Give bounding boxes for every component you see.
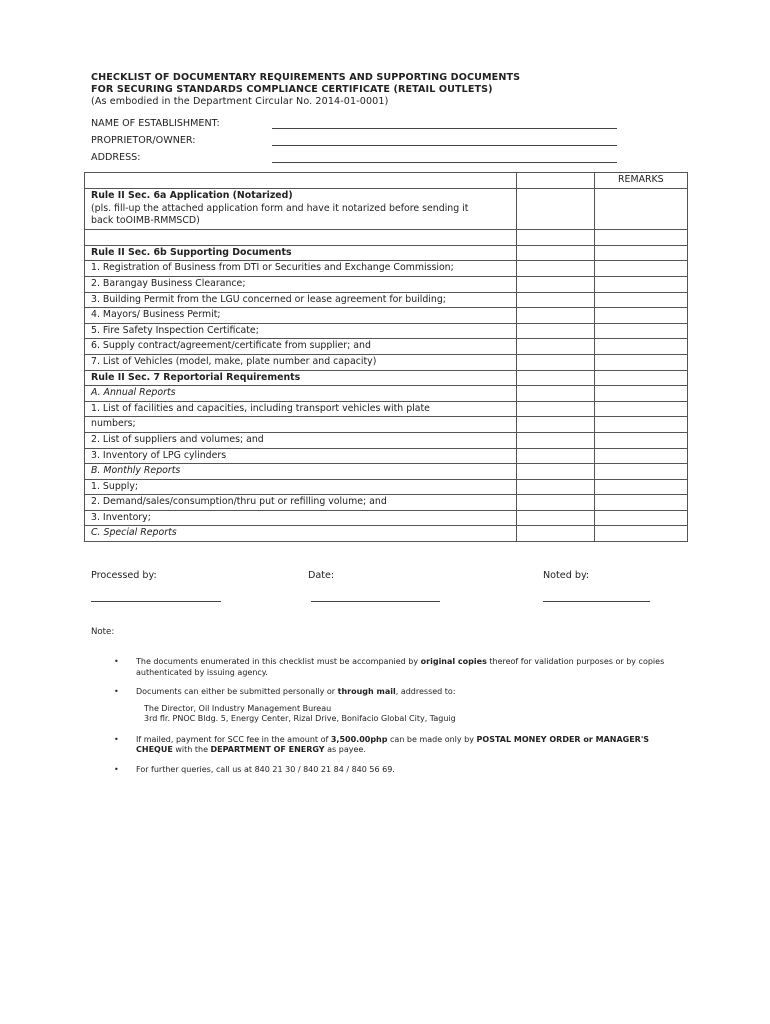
bullet-icon: •	[114, 764, 119, 774]
special-reports-title: C. Special Reports	[85, 526, 517, 542]
title-line-2: FOR SECURING STANDARDS COMPLIANCE CERTIFICATE (RETAIL OUTLETS)	[91, 84, 493, 95]
owner-field	[91, 135, 196, 146]
remarks-header: REMARKS	[594, 173, 687, 189]
document-title	[91, 72, 520, 108]
sec7-title-row	[85, 370, 688, 386]
checklist-table	[84, 172, 688, 542]
note-item-2: • Documents can either be submitted personally or through mail, addressed to:	[114, 687, 456, 696]
sec6b-item-7: 7. List of Vehicles (model, make, plate number and capacity)	[85, 354, 517, 370]
table-row	[85, 479, 688, 495]
table-row	[85, 354, 688, 370]
table-row	[85, 495, 688, 511]
table-row	[85, 526, 688, 542]
sec6b-item-2: 2. Barangay Business Clearance;	[85, 276, 517, 292]
noted-by-signature-line	[543, 601, 650, 602]
table-row	[85, 510, 688, 526]
title-subtitle: (As embodied in the Department Circular No. 2014-01-0001)	[91, 96, 389, 107]
table-row	[85, 401, 688, 417]
establishment-label: NAME OF ESTABLISHMENT:	[91, 118, 220, 129]
table-row	[85, 276, 688, 292]
table-row	[85, 386, 688, 402]
establishment-blank-line	[272, 128, 617, 129]
note-item-4: • For further queries, call us at 840 21 30 / 840 21 84 / 840 56 69.	[114, 764, 395, 774]
annual-reports-title: A. Annual Reports	[85, 386, 517, 402]
address-line-2: 3rd flr. PNOC Bldg. 5, Energy Center, Rizal Drive, Bonifacio Global City, Taguig	[144, 714, 456, 723]
sec6a-note-1: (pls. fill-up the attached application form and have it notarized before sending it	[91, 202, 469, 214]
spacer-row	[85, 229, 688, 245]
owner-label: PROPRIETOR/OWNER:	[91, 135, 196, 146]
mailing-address	[114, 704, 674, 725]
table-row	[85, 339, 688, 355]
annual-item-2: 2. List of suppliers and volumes; and	[85, 432, 517, 448]
address-blank-line	[272, 162, 617, 163]
table-row	[85, 448, 688, 464]
notes-list	[114, 657, 674, 784]
annual-item-1b: numbers;	[85, 417, 517, 433]
sec6b-title-row	[85, 245, 688, 261]
processed-by-label: Processed by:	[91, 570, 157, 581]
sec6a-note-2: back toOIMB-RMMSCD)	[91, 215, 200, 227]
sec6b-item-1: 1. Registration of Business from DTI or Securities and Exchange Commission;	[85, 261, 517, 277]
note-label: Note:	[91, 627, 115, 637]
date-label: Date:	[308, 570, 335, 581]
table-row	[85, 261, 688, 277]
sec6a-title: Rule II Sec. 6a Application (Notarized)	[91, 190, 293, 201]
bullet-icon: •	[114, 657, 119, 666]
sec6b-item-6: 6. Supply contract/agreement/certificate from supplier; and	[85, 339, 517, 355]
table-row	[85, 292, 688, 308]
date-signature-line	[311, 601, 440, 602]
note-item-3: • If mailed, payment for SCC fee in the amount of 3,500.00php can be made only by POSTAL MONEY ORDER or MANAGER'S CHEQUE with the DEPARTMENT OF ENERGY as payee.	[114, 734, 650, 754]
sec6a-row	[85, 189, 688, 230]
sec7-title: Rule II Sec. 7 Reportorial Requirements	[85, 370, 517, 386]
annual-item-3: 3. Inventory of LPG cylinders	[85, 448, 517, 464]
noted-by-label: Noted by:	[543, 570, 590, 581]
bullet-icon: •	[114, 687, 119, 696]
annual-item-1a: 1. List of facilities and capacities, including transport vehicles with plate	[85, 401, 517, 417]
table-row	[85, 464, 688, 480]
title-line-1: CHECKLIST OF DOCUMENTARY REQUIREMENTS AND SUPPORTING DOCUMENTS	[91, 72, 521, 83]
address-label: ADDRESS:	[91, 152, 141, 163]
sec6b-item-5: 5. Fire Safety Inspection Certificate;	[85, 323, 517, 339]
monthly-item-3: 3. Inventory;	[85, 510, 517, 526]
note-item-1: • The documents enumerated in this checklist must be accompanied by original copies thereof for validation purposes or by copies authenticated by issuing agency.	[114, 657, 665, 677]
sec6b-item-4: 4. Mayors/ Business Permit;	[85, 308, 517, 324]
monthly-reports-title: B. Monthly Reports	[85, 464, 517, 480]
sec6b-item-3: 3. Building Permit from the LGU concerned or lease agreement for building;	[85, 292, 517, 308]
bullet-icon: •	[114, 734, 119, 744]
header-row	[85, 173, 688, 189]
processed-by-signature-line	[91, 601, 221, 602]
sec6b-title: Rule II Sec. 6b Supporting Documents	[85, 245, 517, 261]
address-line-1: The Director, Oil Industry Management Bureau	[144, 703, 332, 713]
table-row	[85, 323, 688, 339]
monthly-item-1: 1. Supply;	[85, 479, 517, 495]
table-row	[85, 308, 688, 324]
address-field	[91, 152, 140, 163]
table-row	[85, 417, 688, 433]
table-row	[85, 432, 688, 448]
establishment-field	[91, 118, 220, 129]
monthly-item-2: 2. Demand/sales/consumption/thru put or refilling volume; and	[85, 495, 517, 511]
owner-blank-line	[272, 145, 617, 146]
